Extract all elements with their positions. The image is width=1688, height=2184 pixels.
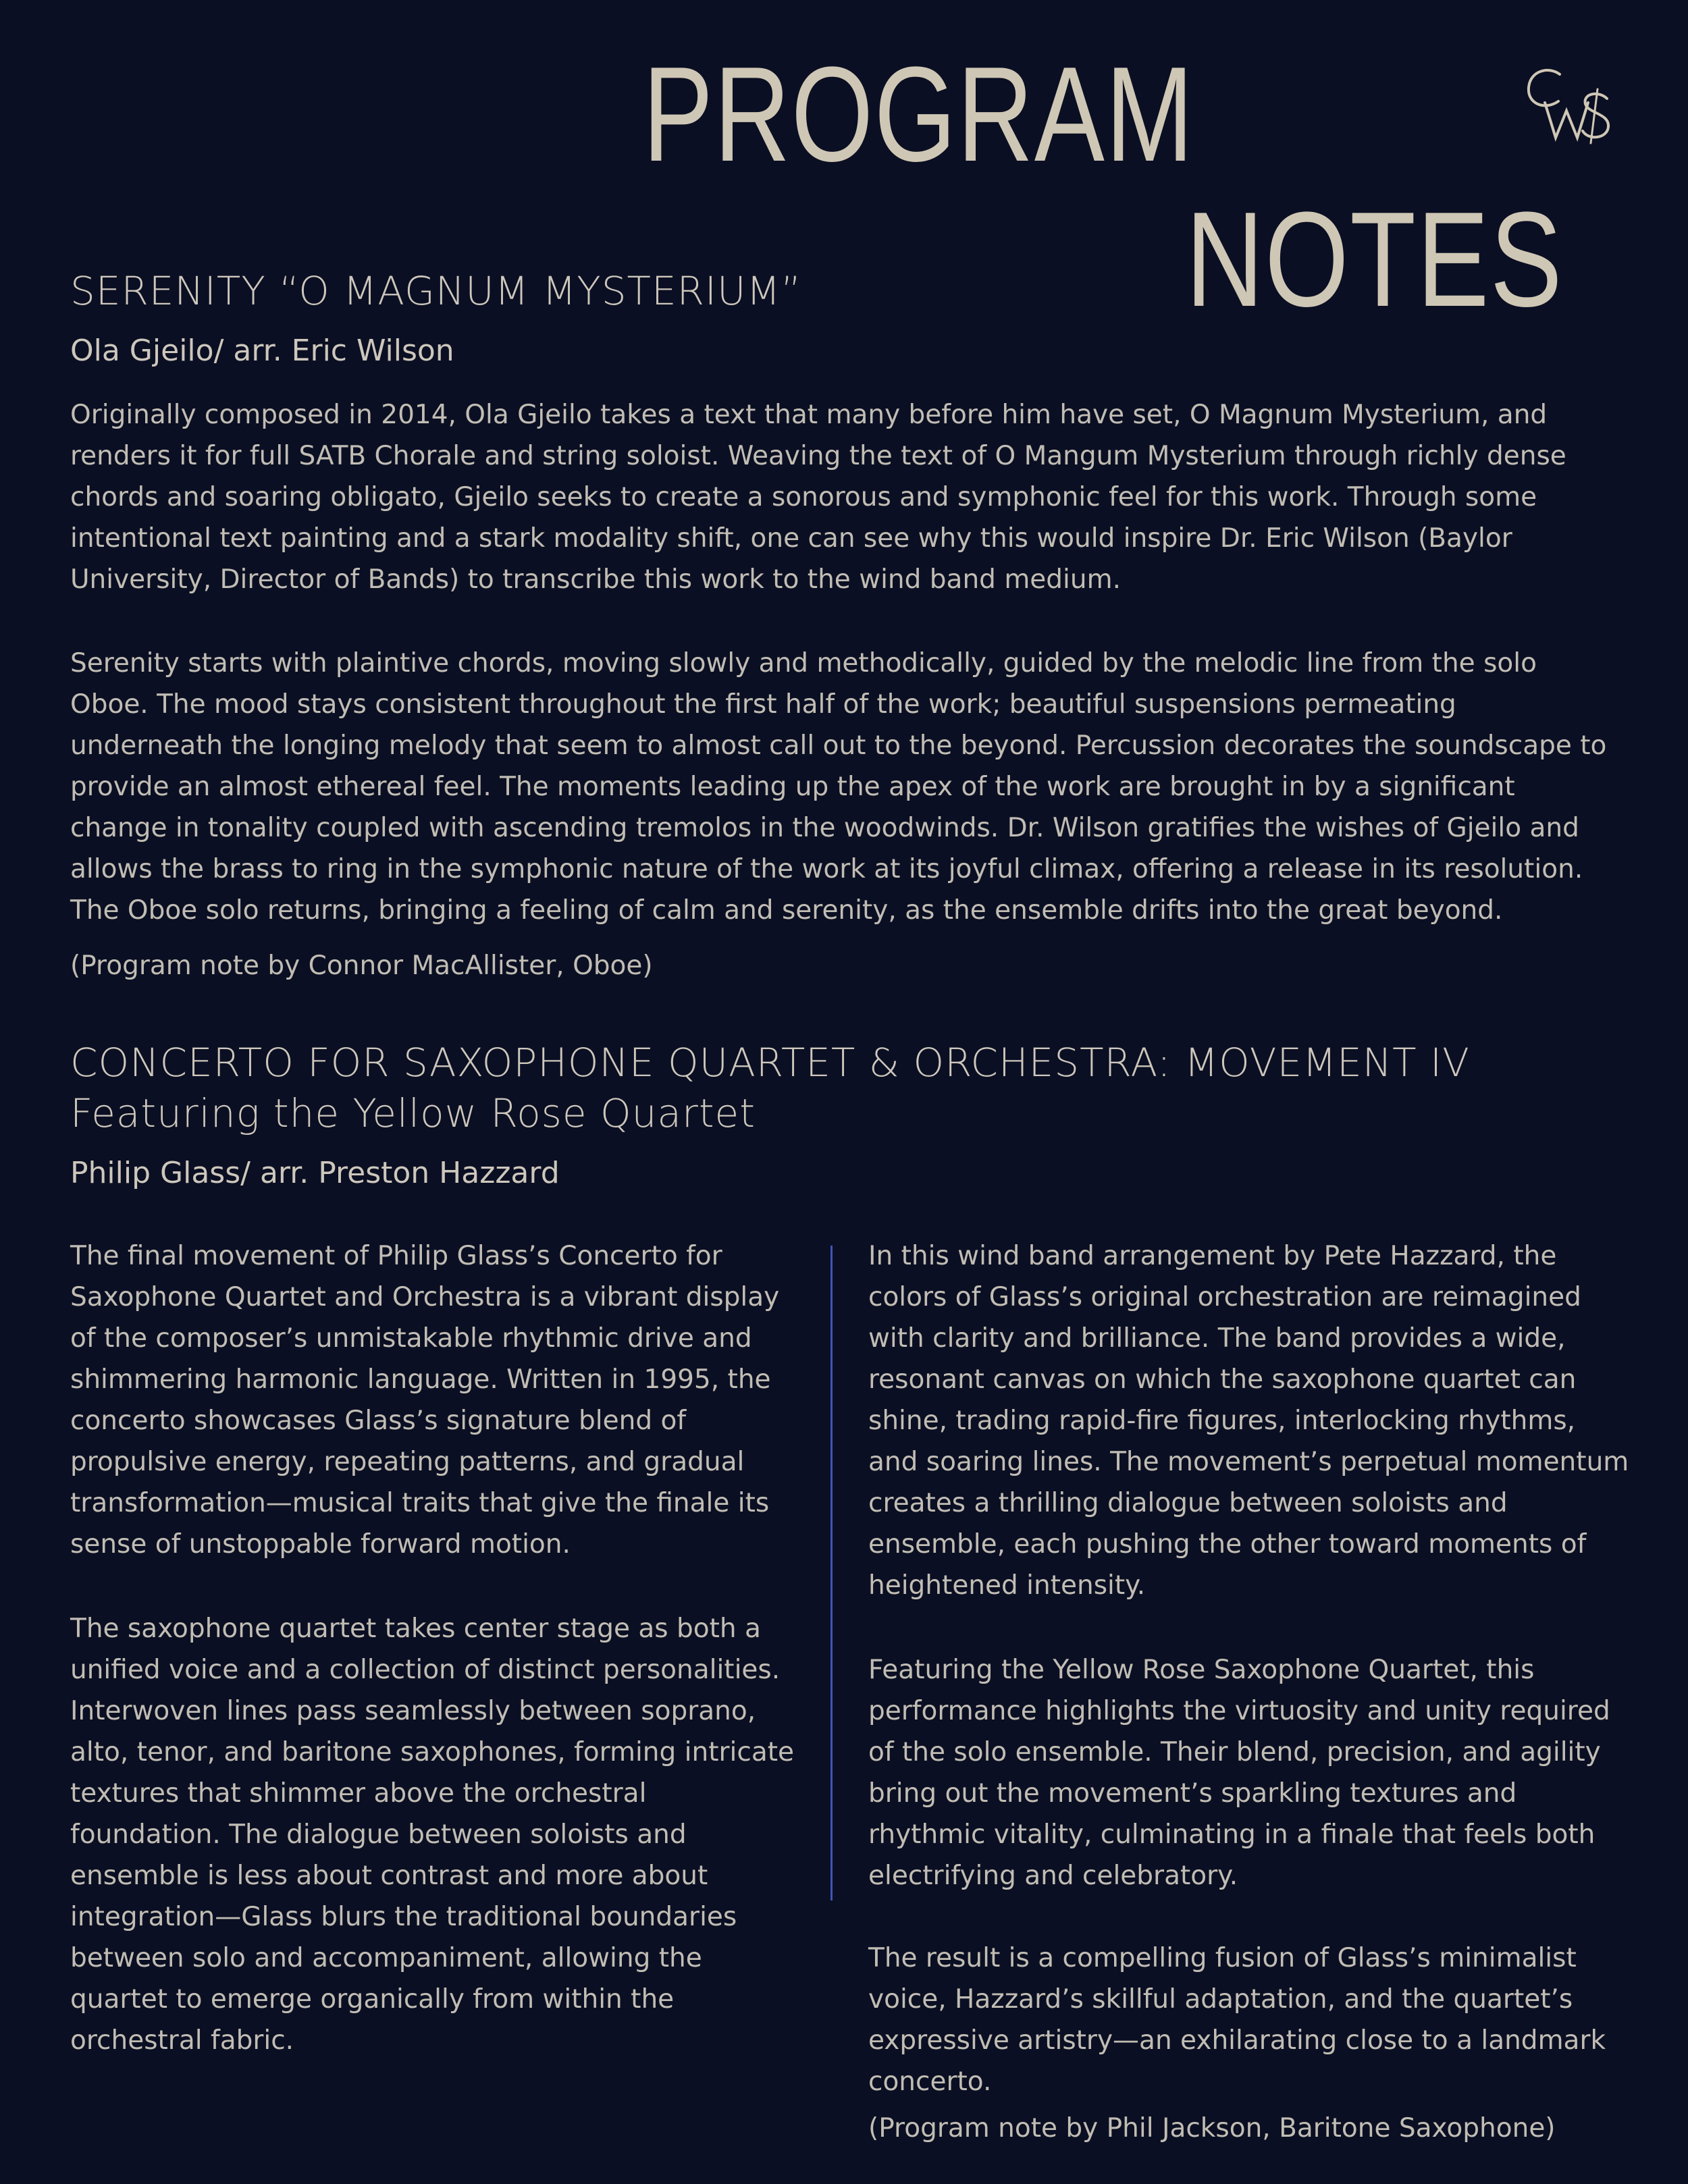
piece1-title: SERENITY “O MAGNUM MYSTERIUM” xyxy=(70,268,802,314)
piece1-credit: (Program note by Connor MacAllister, Oboe) xyxy=(70,951,653,981)
piece2-credit: (Program note by Phil Jackson, Baritone Saxophone) xyxy=(868,2113,1556,2143)
piece1-paragraph-1: Originally composed in 2014, Ola Gjeilo takes a text that many before him have set, O Magnum Mysterium, and renders it for full SATB Chorale and string soloist. Weaving the text of O Mangum Mysterium through richly dense chords and soaring obligato, Gjeilo seeks to create a sonorous and symphonic feel for this work. Through some intentional text painting and a stark modality shift, one can see why this would inspire Dr. Eric Wilson (Baylor University, Director of Bands) to transcribe this work to the wind band medium. xyxy=(70,400,1566,595)
piece1-paragraph-2: Serenity starts with plaintive chords, moving slowly and methodically, guided by the melodic line from the solo Oboe. The mood stays consistent throughout the first half of the work; beautiful suspensions permeating underneath the longing melody that seem to almost call out to the beyond. Percussion decorates the soundscape to provide an almost ethereal feel. The moments leading up the apex of the work are brought in by a significant change in tonality coupled with ascending tremolos in the woodwinds. Dr. Wilson gratifies the wishes of Gjeilo and allows the brass to ring in the symphonic nature of the work at its joyful climax, offering a release in its resolution. The Oboe solo returns, bringing a feeling of calm and serenity, as the ensemble drifts into the great beyond. xyxy=(70,648,1607,926)
column-divider xyxy=(830,1246,833,1900)
piece2-right-paragraph-1: In this wind band arrangement by Pete Hazzard, the colors of Glass’s original orchestration are reimagined with clarity and brilliance. The band provides a wide, resonant canvas on which the saxophone quartet can shine, trading rapid-fire figures, interlocking rhythms, and soaring lines. The movement’s perpetual momentum creates a thrilling dialogue between soloists and ensemble, each pushing the other toward moments of heightened intensity. xyxy=(868,1241,1629,1601)
piece2-right-paragraph-3: The result is a compelling fusion of Glass’s minimalist voice, Hazzard’s skillful adaptation, and the quartet’s expressive artistry—an exhilarating close to a landmark concerto. xyxy=(868,1943,1606,2097)
page-title-line-2: NOTES xyxy=(1186,184,1564,335)
piece1-composer: Ola Gjeilo/ arr. Eric Wilson xyxy=(70,334,454,368)
monogram-logo xyxy=(1518,62,1619,150)
page-title-line-1: PROGRAM xyxy=(643,39,1194,190)
piece2-left-paragraph-1: The final movement of Philip Glass’s Concerto for Saxophone Quartet and Orchestra is a vibrant display of the composer’s unmistakable rhythmic drive and shimmering harmonic language. Written in 1995, the concerto showcases Glass’s signature blend of propulsive energy, repeating patterns, and gradual transformation—musical traits that give the finale its sense of unstoppable forward motion. xyxy=(70,1241,780,1560)
piece2-left-paragraph-2: The saxophone quartet takes center stage as both a unified voice and a collection of distinct personalities. Interwoven lines pass seamlessly between soprano, alto, tenor, and baritone saxophones, forming intricate textures that shimmer above the orchestral foundation. The dialogue between soloists and ensemble is less about contrast and more about integration—Glass blurs the traditional boundaries between solo and accompaniment, allowing the quartet to emerge organically from within the orchestral fabric. xyxy=(70,1614,795,2056)
piece2-title: CONCERTO FOR SAXOPHONE QUARTET & ORCHESTRA: MOVEMENT IV xyxy=(70,1040,1470,1086)
piece2-featuring: Featuring the Yellow Rose Quartet xyxy=(70,1090,756,1136)
piece2-composer: Philip Glass/ arr. Preston Hazzard xyxy=(70,1156,560,1190)
piece2-right-paragraph-2: Featuring the Yellow Rose Saxophone Quartet, this performance highlights the virtuosity and unity required of the solo ensemble. Their blend, precision, and agility bring out the movement’s sparkling textures and rhythmic vitality, culminating in a finale that feels both electrifying and celebratory. xyxy=(868,1655,1610,1891)
